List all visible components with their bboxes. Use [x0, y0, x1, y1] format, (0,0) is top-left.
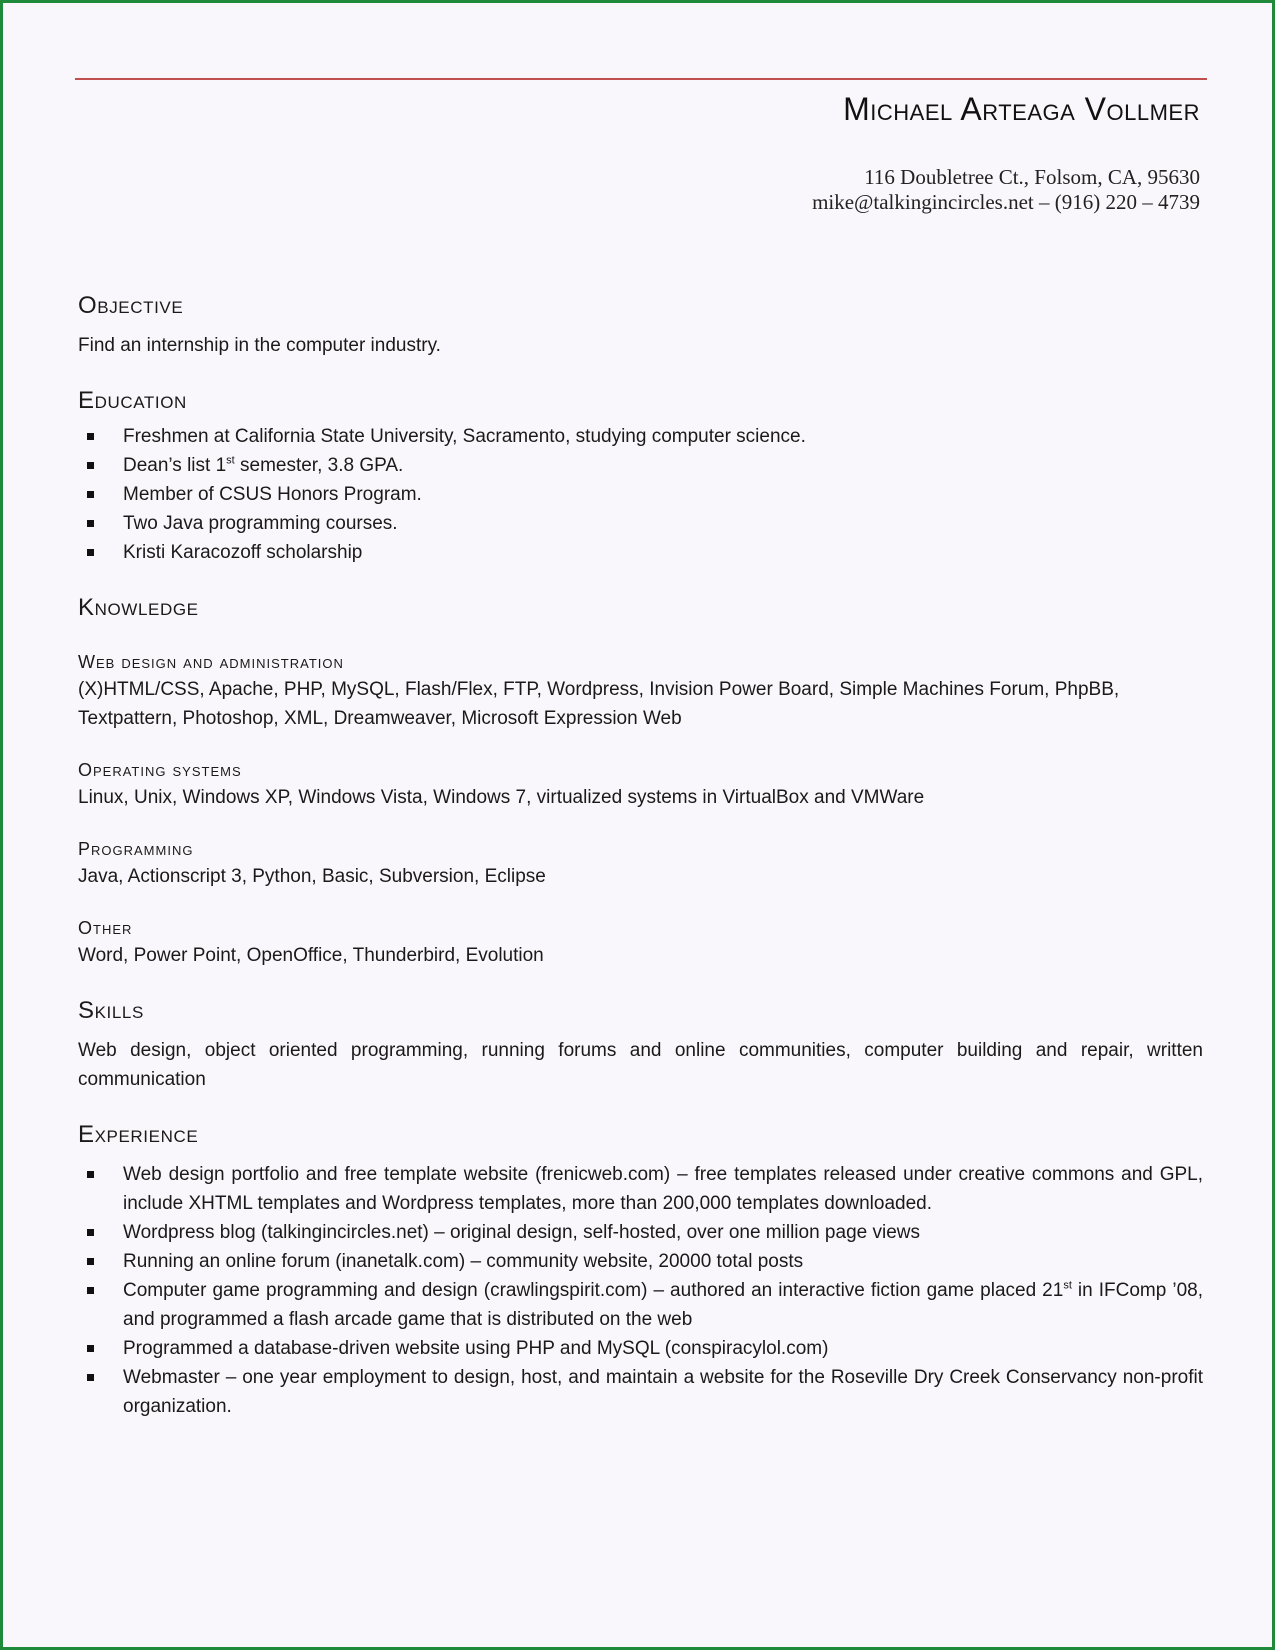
ordinal-suffix: st	[226, 454, 235, 467]
game-text-a: Computer game programming and design (crawlingspirit.com) – authored an interactive fiction game placed 21	[123, 1280, 1064, 1301]
knowledge-web	[78, 649, 1203, 733]
experience-section	[78, 1120, 1203, 1421]
ordinal-suffix: st	[1063, 1279, 1072, 1292]
web-design-text: (X)HTML/CSS, Apache, PHP, MySQL, Flash/Flex, FTP, Wordpress, Invision Power Board, Simple Machines Forum, PhpBB, Textpattern, Photoshop, XML, Dreamweaver, Microsoft Expression Web	[78, 679, 1120, 729]
deans-list-rest: semester, 3.8 GPA.	[234, 455, 404, 476]
skills-heading: Skills	[78, 997, 144, 1024]
list-item: Web design portfolio and free template website (frenicweb.com) – free templates released under creative commons and GPL, include XHTML templates and Wordpress templates, more than 200,000 templates downloaded.	[78, 1160, 1203, 1218]
resume-body	[78, 291, 1203, 1421]
objective-text: Find an internship in the computer industry.	[78, 335, 441, 356]
experience-heading: Experience	[78, 1121, 199, 1148]
knowledge-heading: Knowledge	[78, 594, 199, 621]
list-item: Two Java programming courses.	[78, 509, 1203, 538]
education-list	[78, 422, 1203, 567]
os-text: Linux, Unix, Windows XP, Windows Vista, Windows 7, virtualized systems in VirtualBox and VMWare	[78, 787, 925, 808]
list-item: Freshmen at California State University, Sacramento, studying computer science.	[78, 422, 1203, 451]
deans-list-text: Dean’s list 1	[123, 455, 227, 476]
email-phone: mike@talkingincircles.net – (916) 220 – 4739	[812, 190, 1200, 214]
knowledge-section	[78, 593, 1203, 970]
education-heading: Education	[78, 387, 187, 414]
education-section	[78, 386, 1203, 567]
game-text-b: in IFComp ’08, and programmed a flash arcade game that is distributed on the web	[123, 1280, 1204, 1330]
list-item: Wordpress blog (talkingincircles.net) – original design, self-hosted, over one million page views	[78, 1218, 1203, 1247]
list-item: Programmed a database-driven website using PHP and MySQL (conspiracylol.com)	[78, 1334, 1203, 1363]
experience-list	[78, 1160, 1203, 1421]
list-item	[78, 1276, 1203, 1334]
other-text: Word, Power Point, OpenOffice, Thunderbird, Evolution	[78, 945, 544, 966]
applicant-name: Michael Arteaga Vollmer	[843, 91, 1200, 127]
knowledge-os	[78, 757, 1203, 812]
list-item: Member of CSUS Honors Program.	[78, 480, 1203, 509]
skills-text: Web design, object oriented programming, running forums and online communities, computer building and repair, written communication	[78, 1040, 1203, 1090]
other-title: Other	[78, 918, 133, 938]
objective-section	[78, 291, 1203, 360]
knowledge-programming	[78, 836, 1203, 891]
web-design-title: Web design and administration	[78, 652, 344, 672]
programming-text: Java, Actionscript 3, Python, Basic, Subversion, Eclipse	[78, 866, 546, 887]
list-item	[78, 451, 1203, 480]
contact-block	[812, 165, 1200, 215]
skills-section	[78, 996, 1203, 1094]
knowledge-other	[78, 915, 1203, 970]
list-item: Webmaster – one year employment to design, host, and maintain a website for the Roseville Dry Creek Conservancy non-profit organization.	[78, 1363, 1203, 1421]
header-rule	[75, 78, 1207, 80]
os-title: Operating systems	[78, 760, 242, 780]
address: 116 Doubletree Ct., Folsom, CA, 95630	[864, 165, 1200, 189]
list-item: Running an online forum (inanetalk.com) – community website, 20000 total posts	[78, 1247, 1203, 1276]
list-item: Kristi Karacozoff scholarship	[78, 538, 1203, 567]
programming-title: Programming	[78, 839, 194, 859]
objective-heading: Objective	[78, 292, 184, 319]
